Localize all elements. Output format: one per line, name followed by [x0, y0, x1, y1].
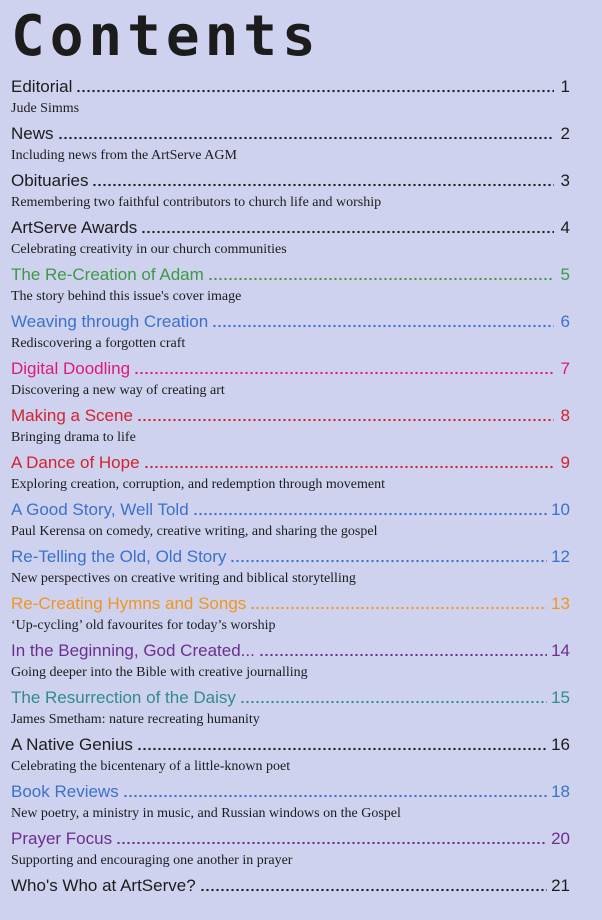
toc-entry-subtitle: Going deeper into the Bible with creative journalling — [11, 665, 308, 680]
toc-entry-page-number: 8 — [560, 406, 570, 425]
toc-entry-title: Book Reviews — [11, 782, 119, 801]
toc-entry-page-number: 4 — [560, 218, 570, 237]
dot-leader — [259, 651, 547, 659]
toc-entry-title: The Re-Creation of Adam — [11, 265, 204, 284]
toc-entry-title: Re-Telling the Old, Old Story — [11, 547, 227, 566]
dot-leader — [144, 463, 554, 471]
toc-entry-subtitle: Discovering a new way of creating art — [11, 383, 225, 398]
toc-entry-subtitle: New perspectives on creative writing and biblical storytelling — [11, 571, 356, 586]
toc-entry-page-number: 18 — [551, 782, 570, 801]
toc-entry-page-number: 1 — [560, 77, 570, 96]
toc-entry — [11, 216, 570, 262]
toc-entry-row — [11, 216, 570, 240]
toc-entry-page-number: 13 — [551, 594, 570, 613]
toc-entry-row — [11, 451, 570, 475]
dot-leader — [116, 839, 547, 847]
toc-entry — [11, 169, 570, 215]
dot-leader — [250, 604, 547, 612]
toc-entry-row — [11, 592, 570, 616]
toc-entry-subtitle: James Smetham: nature recreating humanity — [11, 712, 260, 727]
toc-entry-subtitle: Celebrating creativity in our church communities — [11, 242, 287, 257]
toc-entry-row — [11, 357, 570, 381]
toc-entry-subtitle: Supporting and encouraging one another in prayer — [11, 853, 293, 868]
toc-entry-subtitle: ‘Up-cycling’ old favourites for today’s worship — [11, 618, 276, 633]
dot-leader — [200, 886, 547, 894]
toc-entry-page-number: 9 — [560, 453, 570, 472]
toc-entry-row — [11, 310, 570, 334]
toc-entry-title: A Dance of Hope — [11, 453, 140, 472]
toc-entry — [11, 357, 570, 403]
dot-leader — [208, 275, 554, 283]
toc-entry-subtitle: Exploring creation, corruption, and redemption through movement — [11, 477, 386, 492]
toc-entry-page-number: 15 — [551, 688, 570, 707]
toc-entry-row — [11, 639, 570, 663]
toc-entry — [11, 498, 570, 544]
toc-entry-row — [11, 827, 570, 851]
page-title: Contents — [11, 4, 321, 69]
toc-entry-row — [11, 686, 570, 710]
toc-entry — [11, 451, 570, 497]
dot-leader — [240, 698, 547, 706]
toc-entry-title: News — [11, 124, 54, 143]
toc-entry-title: Digital Doodling — [11, 359, 131, 378]
toc-entry-row — [11, 122, 570, 146]
toc-entry-subtitle: Celebrating the bicentenary of a little-known poet — [11, 759, 291, 774]
toc-entry-subtitle: The story behind this issue's cover image — [11, 289, 242, 304]
toc-entry-title: Who's Who at ArtServe? — [11, 876, 196, 895]
toc-entry-row — [11, 733, 570, 757]
toc-entry-page-number: 20 — [551, 829, 570, 848]
toc-entry-title: Re-Creating Hymns and Songs — [11, 594, 247, 613]
toc-entry-subtitle: Jude Simms — [11, 101, 80, 116]
dot-leader — [137, 416, 554, 424]
toc-entry-row — [11, 498, 570, 522]
toc-entry-subtitle: Rediscovering a forgotten craft — [11, 336, 186, 351]
toc-entry-page-number: 7 — [560, 359, 570, 378]
dot-leader — [137, 745, 547, 753]
toc-entry-title: ArtServe Awards — [11, 218, 138, 237]
toc-entry-page-number: 10 — [551, 500, 570, 519]
toc-entry — [11, 827, 570, 873]
dot-leader — [134, 369, 554, 377]
toc-entry — [11, 780, 570, 826]
toc-entry-title: Prayer Focus — [11, 829, 113, 848]
toc-entry-title: Making a Scene — [11, 406, 133, 425]
toc-entry-title: In the Beginning, God Created... — [11, 641, 255, 660]
toc-entry-page-number: 3 — [560, 171, 570, 190]
toc-entry — [11, 686, 570, 732]
toc-entry — [11, 592, 570, 638]
toc-entry-page-number: 12 — [551, 547, 570, 566]
toc-entry-title: Obituaries — [11, 171, 89, 190]
toc-entry-page-number: 2 — [560, 124, 570, 143]
toc-entry-subtitle: Paul Kerensa on comedy, creative writing, and sharing the gospel — [11, 524, 378, 539]
toc-entry-row — [11, 263, 570, 287]
toc-entry-row — [11, 169, 570, 193]
toc-entry — [11, 75, 570, 121]
toc-entry-title: Editorial — [11, 77, 73, 96]
toc-entry-subtitle: Bringing drama to life — [11, 430, 136, 445]
toc-entry-page-number: 16 — [551, 735, 570, 754]
toc-entry-page-number: 21 — [551, 876, 570, 895]
dot-leader — [123, 792, 547, 800]
dot-leader — [141, 228, 554, 236]
dot-leader — [212, 322, 554, 330]
toc-entry-title: Weaving through Creation — [11, 312, 209, 331]
toc-entry — [11, 122, 570, 168]
toc-entry-title: A Good Story, Well Told — [11, 500, 189, 519]
dot-leader — [58, 134, 554, 142]
toc-entry-row — [11, 545, 570, 569]
toc-entry-title: The Resurrection of the Daisy — [11, 688, 236, 707]
toc-entry-subtitle: Remembering two faithful contributors to church life and worship — [11, 195, 382, 210]
toc-entry — [11, 545, 570, 591]
toc-entry-page-number: 6 — [560, 312, 570, 331]
toc-entry — [11, 404, 570, 450]
toc-entry-page-number: 14 — [551, 641, 570, 660]
toc-entry-subtitle: New poetry, a ministry in music, and Russian windows on the Gospel — [11, 806, 401, 821]
toc-entry-row — [11, 404, 570, 428]
toc-entry — [11, 263, 570, 309]
dot-leader — [193, 510, 547, 518]
dot-leader — [92, 181, 554, 189]
toc-entry — [11, 874, 570, 920]
dot-leader — [76, 87, 554, 95]
dot-leader — [230, 557, 547, 565]
toc-entry-page-number: 5 — [560, 265, 570, 284]
toc-entry — [11, 733, 570, 779]
toc-entry-title: A Native Genius — [11, 735, 133, 754]
toc-entry-row — [11, 75, 570, 99]
toc-entry — [11, 310, 570, 356]
toc-entry-row — [11, 780, 570, 804]
toc-entry — [11, 639, 570, 685]
toc-entry-row — [11, 874, 570, 898]
toc-entry-subtitle: Including news from the ArtServe AGM — [11, 148, 237, 163]
